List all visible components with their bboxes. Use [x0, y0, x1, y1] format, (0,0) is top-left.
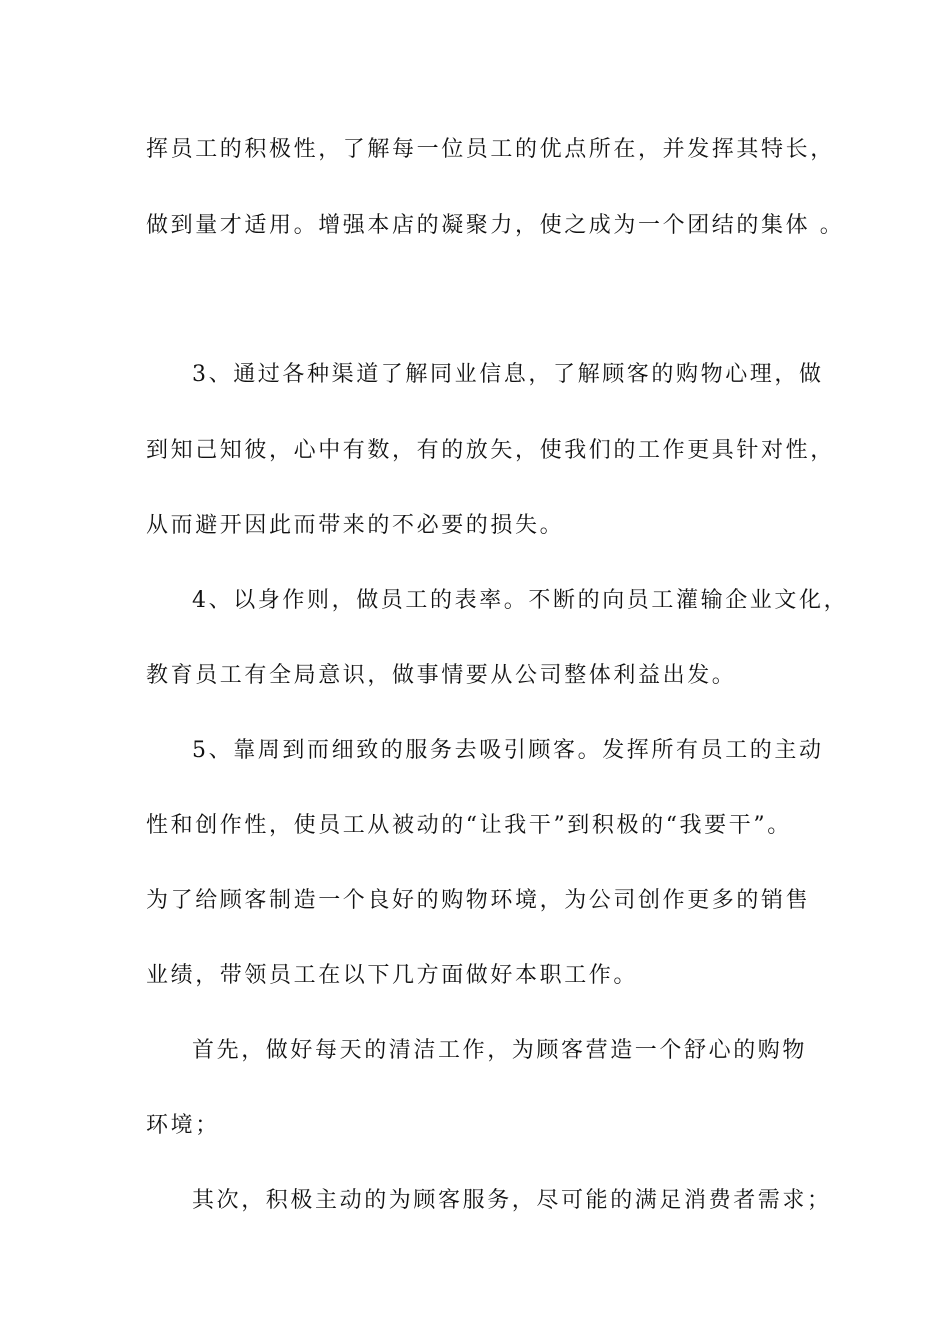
text-line: 为了给顾客制造一个良好的购物环境，为公司创作更多的销售 [146, 888, 811, 913]
text-line: 挥员工的积极性，了解每一位员工的优点所在，并发挥其特长， [146, 137, 835, 162]
text-line: 5、靠周到而细致的服务去吸引顾客。发挥所有员工的主动 [192, 738, 824, 763]
text-line: 首先，做好每天的清洁工作，为顾客营造一个舒心的购物 [192, 1038, 808, 1063]
text-line: 教育员工有全局意识，做事情要从公司整体利益出发。 [146, 663, 737, 688]
text-line: 业绩，带领员工在以下几方面做好本职工作。 [146, 963, 639, 988]
text-line: 性和创作性，使员工从被动的“让我干”到积极的“我要干”。 [146, 813, 792, 838]
text-line: 到知己知彼，心中有数，有的放矢，使我们的工作更具针对性， [146, 438, 835, 463]
text-line: 环境； [146, 1113, 220, 1138]
text-line: 其次，积极主动的为顾客服务，尽可能的满足消费者需求； [192, 1188, 832, 1213]
text-line: 3、通过各种渠道了解同业信息，了解顾客的购物心理，做 [192, 362, 824, 387]
text-line: 4、以身作则，做员工的表率。不断的向员工灌输企业文化， [192, 588, 849, 613]
text-line: 做到量才适用。增强本店的凝聚力，使之成为一个团结的集体 。 [146, 213, 845, 238]
text-line: 从而避开因此而带来的不必要的损失。 [146, 513, 565, 538]
